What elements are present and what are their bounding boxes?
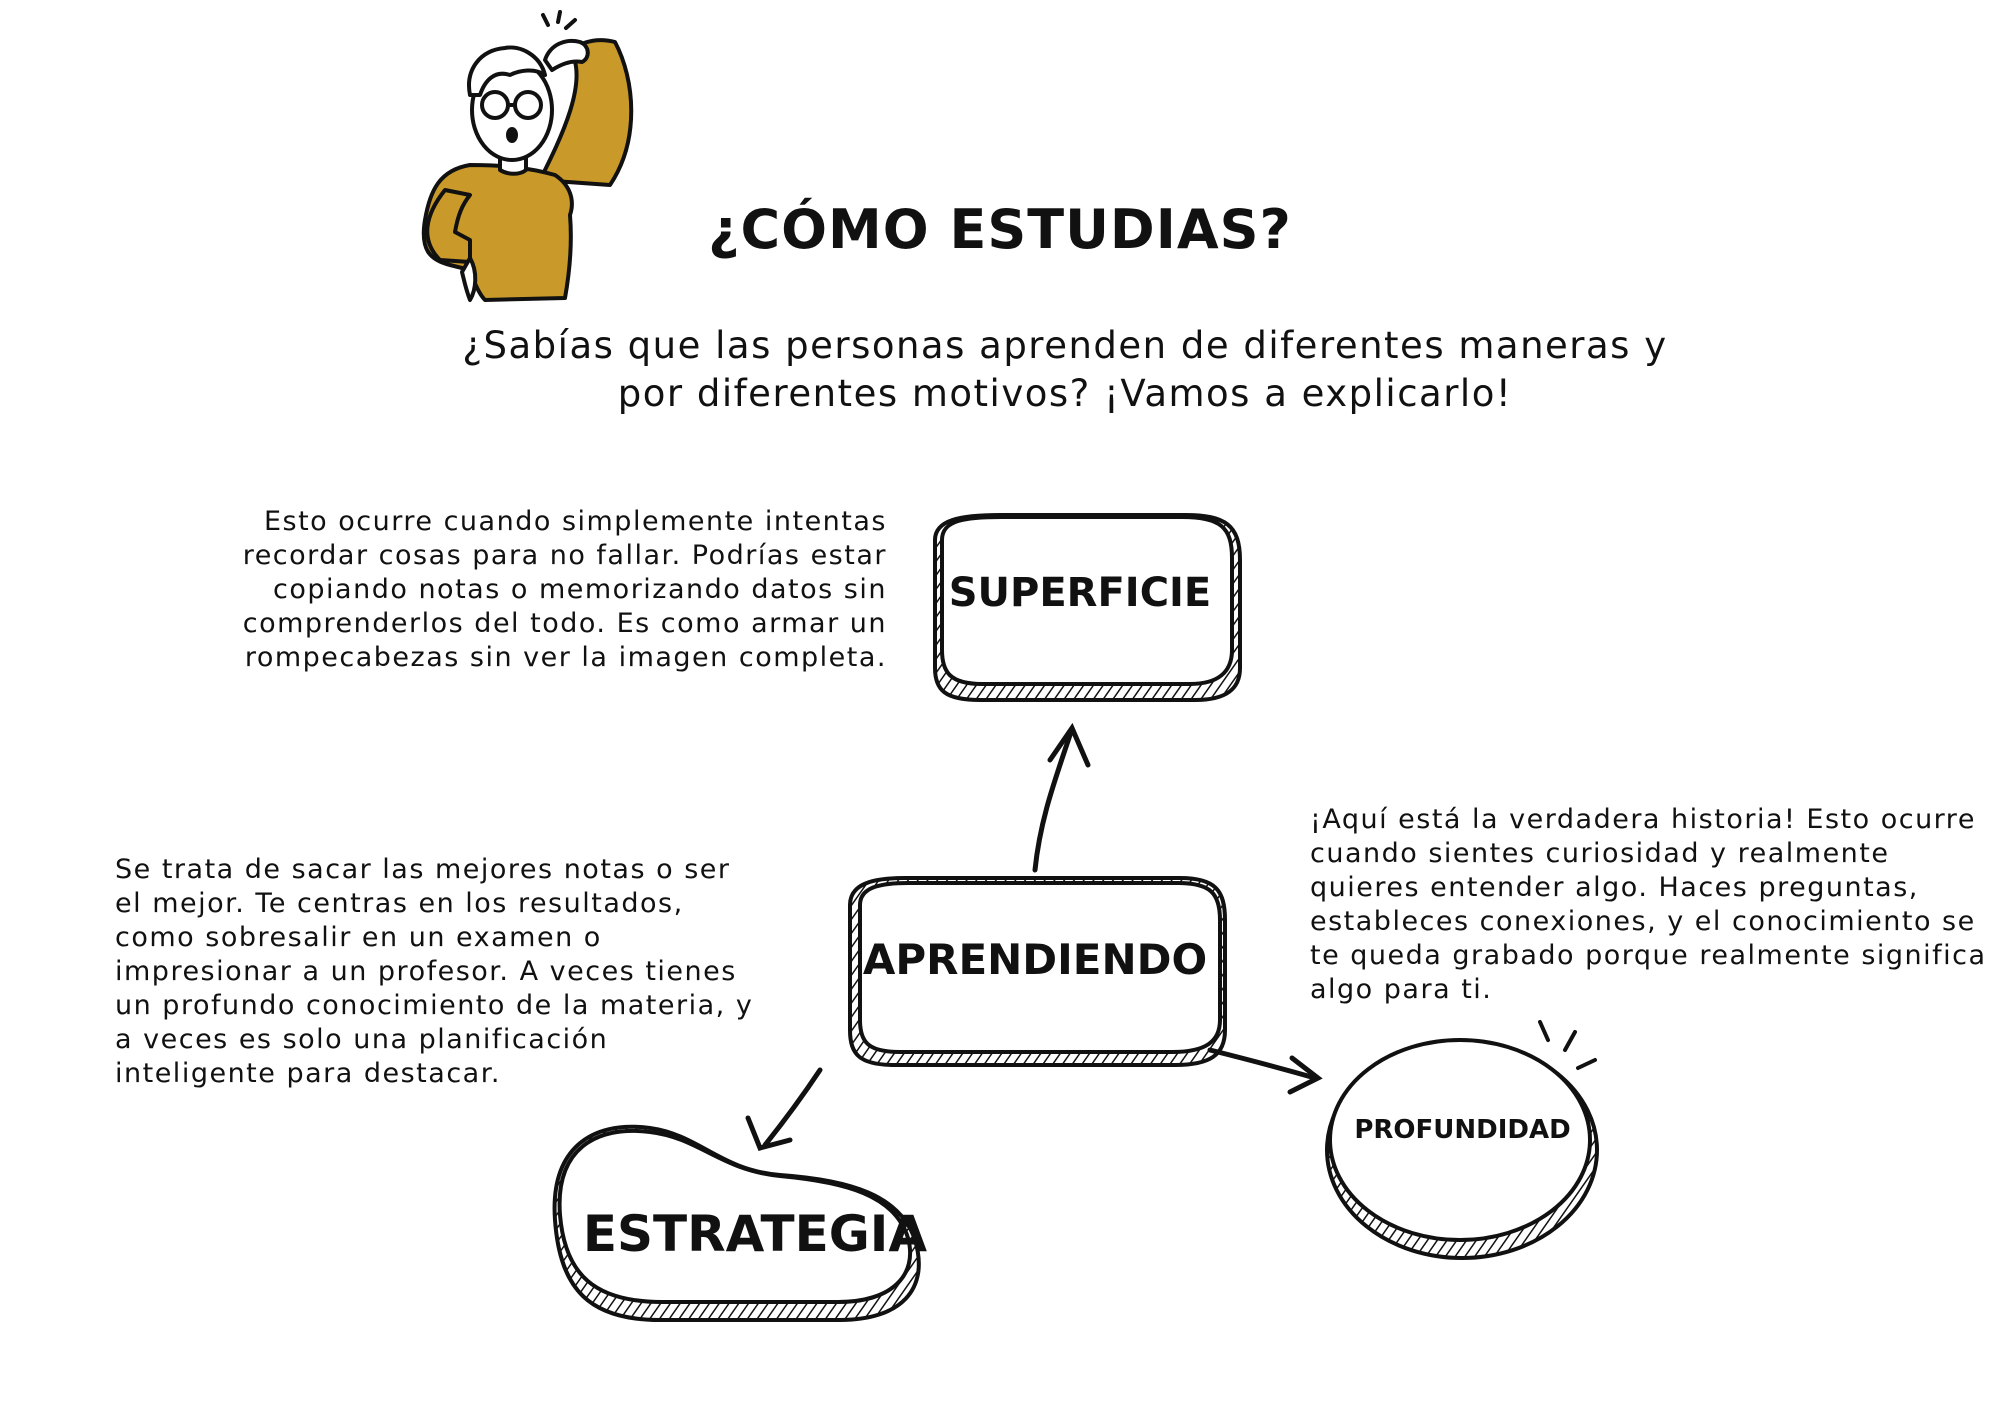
node-aprendiendo-label: APRENDIENDO [862, 935, 1208, 984]
page-subtitle: ¿Sabías que las personas aprenden de diferentes maneras y por diferentes motivos? ¡Vamos a explicarlo! [462, 324, 1668, 415]
superficie-description: Esto ocurre cuando simplemente intentas recordar cosas para no fallar. Podrías estar copiando notas o memorizando datos sin comprenderlos del todo. Es como armar un rompecabezas sin ver la imagen completa. [242, 506, 887, 673]
arrow-to-profundidad [1210, 1050, 1318, 1092]
page-title: ¿CÓMO ESTUDIAS? [708, 198, 1292, 261]
node-estrategia-label: ESTRATEGIA [582, 1205, 928, 1263]
arrow-to-superficie [1035, 728, 1088, 870]
node-superficie-label: SUPERFICIE [948, 570, 1212, 616]
node-profundidad-label: PROFUNDIDAD [1354, 1115, 1571, 1145]
estrategia-description: Se trata de sacar las mejores notas o ser el mejor. Te centras en los resultados, como sobresalir en un examen o impresionar a un profesor. A veces tienes un profundo conocimiento de la materia, y a veces es solo una planificación inteligente para destacar. [115, 854, 754, 1089]
profundidad-description: ¡Aquí está la verdadera historia! Esto ocurre cuando sientes curiosidad y realmente quieres entender algo. Haces preguntas, estableces conexiones, y el conocimiento se te queda grabado porque realmente significa algo para ti. [1310, 804, 1987, 1005]
